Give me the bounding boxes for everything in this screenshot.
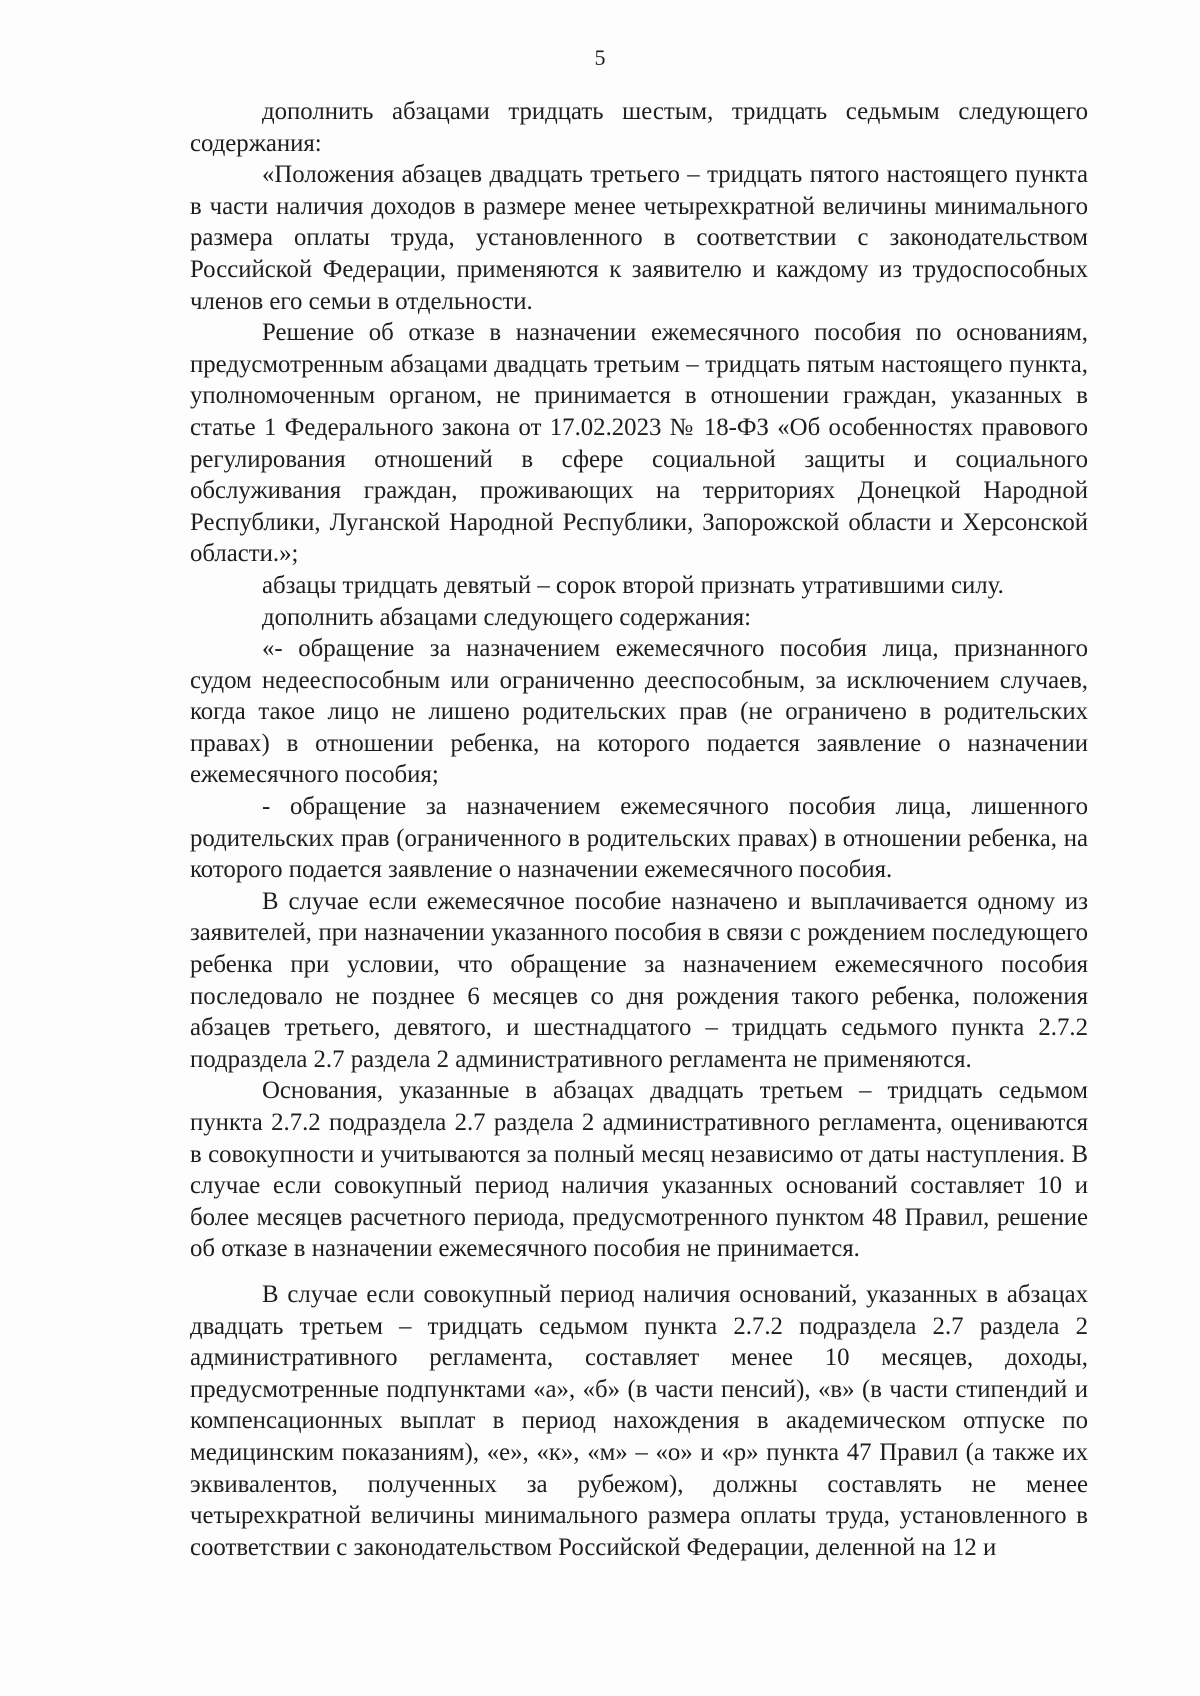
document-body (190, 96, 1088, 1563)
paragraph-incapacitated-applicant: «- обращение за назначением ежемесячного пособия лица, признанного судом недееспособным или ограниченно дееспособным, за исключением случаев, когда такое лицо не лишено родительских прав (не ограничено в родительских правах) в отношении ребенка, на которого подается заявление о назначении ежемесячного пособия; (190, 635, 1088, 789)
page-number: 5 (594, 45, 606, 70)
paragraph-add-abs: дополнить абзацами следующего содержания: (262, 603, 752, 631)
paragraph-subsequent-child: В случае если ежемесячное пособие назначено и выплачивается одному из заявителей, при назначении указанного пособия в связи с рождением последующего ребенка при условии, что обращение за назначением ежемесячного пособия последовало не позднее 6 месяцев со дня рождения такого ребенка, положения абзацев третьего, девятого, и шестнадцатого – тридцать седьмого пункта 2.7.2 подраздела 2.7 раздела 2 административного регламента не применяются. (190, 887, 1088, 1073)
paragraph-abs-39-42-void: абзацы тридцать девятый – сорок второй признать утратившими силу. (262, 571, 1004, 599)
paragraph-income-requirement: В случае если совокупный период наличия оснований, указанных в абзацах двадцать третьем – тридцать седьмом пункта 2.7.2 подраздела 2.7 раздела 2 административного регламента, составляет менее 10 месяцев, доходы, предусмотренные подпунктами «а», «б» (в части пенсий), «в» (в части стипендий и компенсационных выплат в период нахождения в академическом отпуске по медицинским показаниям), «е», «к», «м» – «о» и «р» пункта 47 Правил (а также их эквивалентов, полученных за рубежом), должны составлять не менее четырехкратной величины минимального размера оплаты труда, установленного в соответствии с законодательством Российской Федерации, деленной на 12 и (190, 1280, 1088, 1561)
paragraph-add-abs-36-37: дополнить абзацами тридцать шестым, тридцать седьмым следующего содержания: (190, 98, 1088, 157)
paragraph-deprived-rights-applicant: - обращение за назначением ежемесячного пособия лица, лишенного родительских прав (ограниченного в родительских правах) в отношении ребенка, на которого подается заявление о назначении ежемесячного пособия. (190, 793, 1088, 884)
paragraph-grounds-assessment: Основания, указанные в абзацах двадцать третьем – тридцать седьмом пункта 2.7.2 подраздела 2.7 раздела 2 административного регламента, оцениваются в совокупности и учитываются за полный месяц независимо от даты наступления. В случае если совокупный период наличия указанных оснований составляет 10 и более месяцев расчетного периода, предусмотренного пунктом 48 Правил, решение об отказе в назначении ежемесячного пособия не принимается. (190, 1077, 1088, 1263)
paragraph-provisions-abs-23-35: «Положения абзацев двадцать третьего – тридцать пятого настоящего пункта в части наличия доходов в размере менее четырехкратной величины минимального размера оплаты труда, установленного в соответствии с законодательством Российской Федерации, применяются к заявителю и каждому из трудоспособных членов его семьи в отдельности. (190, 161, 1088, 315)
paragraph-refusal-decision: Решение об отказе в назначении ежемесячного пособия по основаниям, предусмотренным абзацами двадцать третьим – тридцать пятым настоящего пункта, уполномоченным органом, не принимается в отношении граждан, указанных в статье 1 Федерального закона от 17.02.2023 № 18-ФЗ «Об особенностях правового регулирования отношений в сфере социальной защиты и социального обслуживания граждан, проживающих на территориях Донецкой Народной Республики, Луганской Народной Республики, Запорожской области и Херсонской области.»; (190, 319, 1088, 568)
